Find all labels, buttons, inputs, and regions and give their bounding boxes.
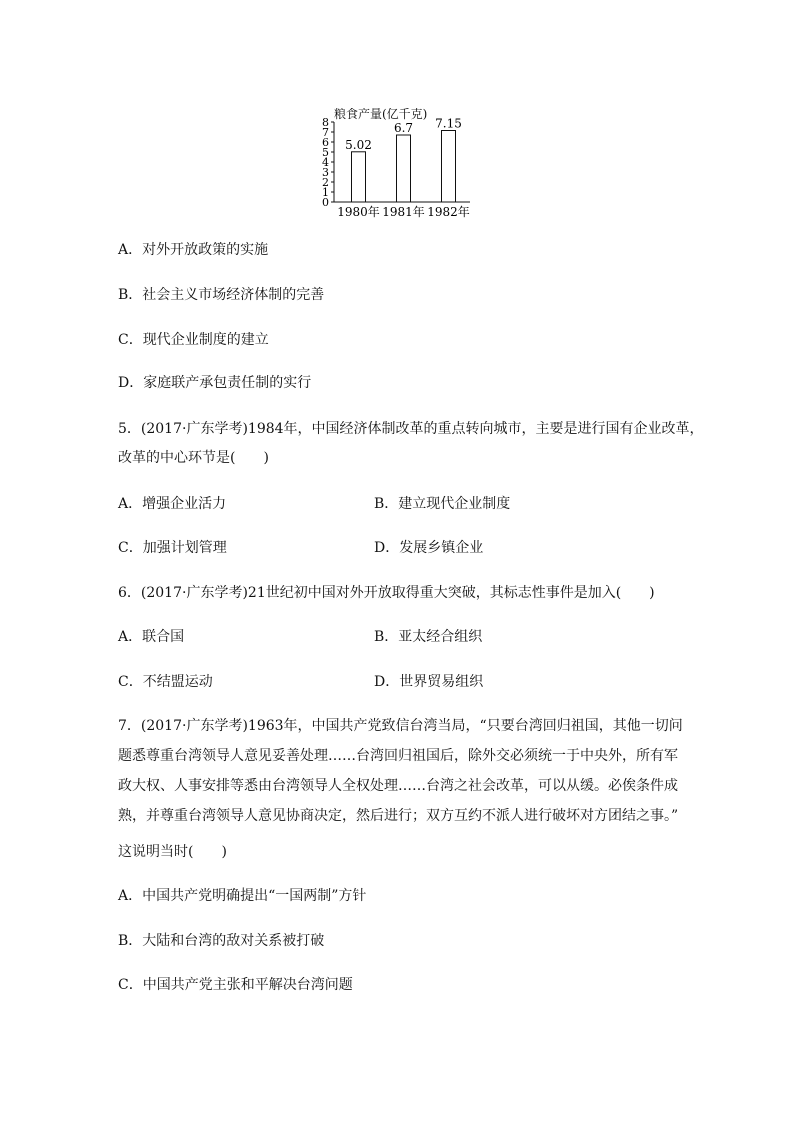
y-tick-label: 0 [322, 196, 329, 209]
q5-option-a: A．增强企业活力 [118, 496, 227, 512]
y-tick-label: 7 [322, 126, 329, 139]
y-tick-label: 4 [322, 156, 329, 169]
q7-stem-line4: 熟，并尊重台湾领导人意见协商决定，然后进行；双方互约不派人进行破坏对方团结之事。” [118, 808, 679, 824]
y-tick-label: 8 [322, 116, 329, 129]
bar-1982年 [442, 131, 456, 203]
q7-stem-line1: 7．(2017·广东学考)1963年，中国共产党致信台湾当局，“只要台湾回归祖国，其他一切问 [118, 718, 683, 734]
q4-option-b: B．社会主义市场经济体制的完善 [118, 287, 325, 303]
y-tick-label: 5 [322, 146, 329, 159]
q6-option-c: C．不结盟运动 [118, 674, 213, 690]
x-tick-label: 1980年 [337, 205, 380, 219]
q6-option-d: D．世界贸易组织 [374, 674, 484, 690]
q5-stem-line1: 5．(2017·广东学考)1984年，中国经济体制改革的重点转向城市，主要是进行国有企业改革， [118, 421, 704, 437]
y-tick-label: 3 [322, 166, 329, 179]
q7-option-a: A．中国共产党明确提出“一国两制”方针 [118, 888, 367, 904]
y-tick-label: 6 [322, 136, 329, 149]
bar-chart [312, 108, 482, 223]
bar-value-label: 6.7 [393, 121, 414, 135]
q7-option-b: B．大陆和台湾的敌对关系被打破 [118, 933, 325, 949]
x-tick-label: 1981年 [382, 205, 425, 219]
q7-stem-line3: 政大权、人事安排等悉由台湾领导人全权处理……台湾之社会改革，可以从缓。必俟条件成 [118, 778, 678, 794]
q5-option-c: C．加强计划管理 [118, 540, 227, 556]
bar-value-label: 5.02 [345, 137, 372, 152]
q4-option-a: A．对外开放政策的实施 [118, 242, 269, 258]
q5-stem-line2: 改革的中心环节是( ) [118, 450, 269, 466]
q5-option-d: D．发展乡镇企业 [374, 540, 484, 556]
bar-1981年 [397, 135, 411, 202]
bar-value-label: 7.15 [435, 116, 462, 131]
q7-stem-line2: 题悉尊重台湾领导人意见妥善处理……台湾回归祖国后，除外交必须统一于中央外，所有军 [118, 748, 678, 764]
q4-option-d: D．家庭联产承包责任制的实行 [118, 375, 312, 391]
q5-option-b: B．建立现代企业制度 [374, 496, 511, 512]
q6-stem: 6．(2017·广东学考)21世纪初中国对外开放取得重大突破，其标志性事件是加入( ) [118, 585, 655, 601]
grain-output-chart [312, 108, 482, 223]
chart-title: 粮食产量(亿千克) [334, 108, 428, 121]
x-tick-label: 1982年 [427, 205, 470, 219]
q7-stem-line5: 这说明当时( ) [118, 844, 227, 860]
q4-option-c: C．现代企业制度的建立 [118, 332, 269, 348]
bar-1980年 [352, 152, 366, 202]
y-tick-label: 2 [322, 176, 329, 189]
q7-option-c: C．中国共产党主张和平解决台湾问题 [118, 977, 353, 993]
y-tick-label: 1 [322, 186, 329, 199]
q6-option-a: A．联合国 [118, 629, 185, 645]
q6-option-b: B．亚太经合组织 [374, 629, 483, 645]
